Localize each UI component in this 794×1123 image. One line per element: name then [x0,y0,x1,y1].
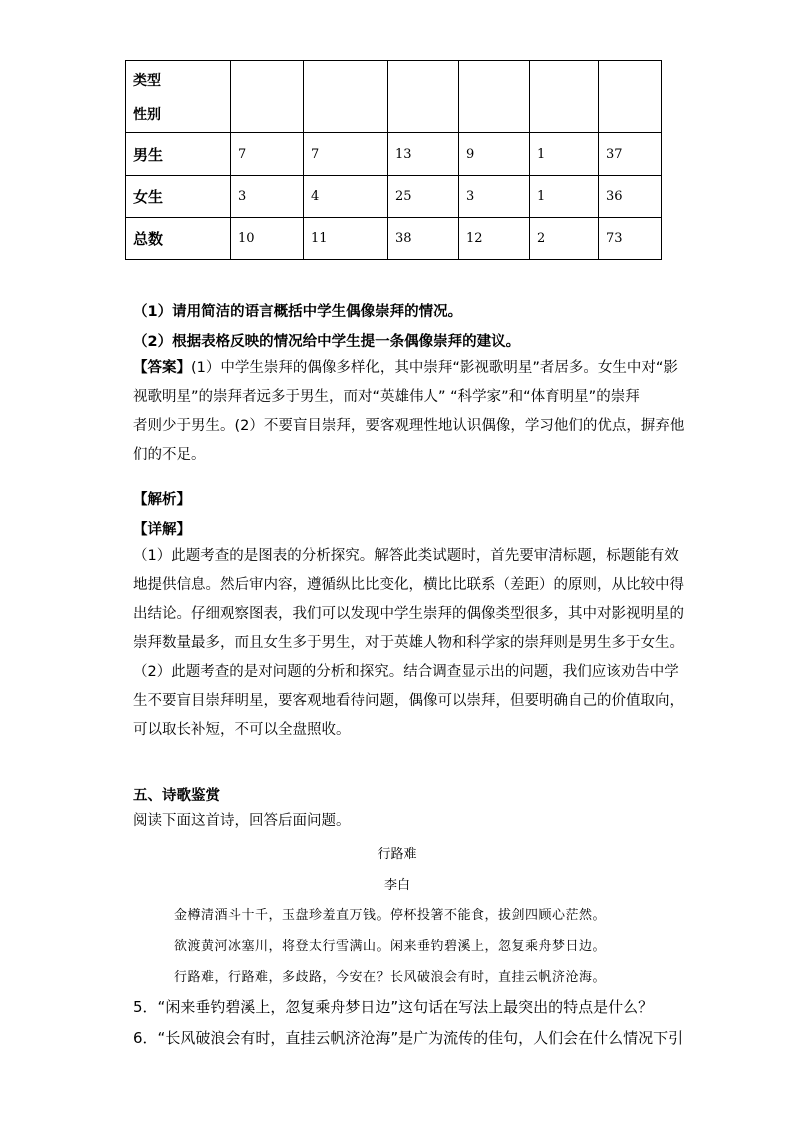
answer-block [133,354,685,470]
question-2: （2）根据表格反映的情况给中学生提一条偶像崇拜的建议。 [133,334,521,350]
header-cell [231,61,304,133]
detail-line: 地提供信息。然后审内容，遵循纵比比变化，横比比联系（差距）的原则，从比较中得 [133,577,684,593]
section-heading: 五、诗歌鉴赏 [133,788,220,804]
table-cell: 2 [530,218,599,260]
table-cell: 13 [388,133,459,176]
table-cell: 4 [304,176,388,218]
idol-survey-table [125,60,662,260]
header-cell [530,61,599,133]
poem-question-6: 6．“长风破浪会有时，直挂云帆济沧海”是广为流传的佳句，人们会在什么情况下引 [133,1029,684,1047]
poem-line: 金樽清酒斗十千，玉盘珍羞直万钱。停杯投箸不能食，拔剑四顾心茫然。 [174,908,607,923]
poem-line: 欲渡黄河冰塞川，将登太行雪满山。闲来垂钓碧溪上，忽复乘舟梦日边。 [174,939,607,954]
table-cell: 9 [459,133,530,176]
poem-question-5: 5．“闲来垂钓碧溪上，忽复乘舟梦日边”这句话在写法上最突出的特点是什么？ [133,998,654,1016]
analysis-label: 【解析】 [133,492,191,508]
detail-line: 出结论。仔细观察图表，我们可以发现中学生崇拜的偶像类型很多，其中对影视明星的 [133,606,684,622]
poem-author: 李白 [383,878,410,893]
detail-block [133,542,684,745]
row-label: 总数 [126,218,231,260]
answer-line [133,354,678,383]
corner-gender-label: 性别 [133,106,161,123]
detail-line: 生不要盲目崇拜明星，要客观地看待问题，偶像可以崇拜，但要明确自己的价值取向， [133,693,684,709]
header-cell [459,61,530,133]
header-cell [388,61,459,133]
table-cell: 7 [304,133,388,176]
row-label: 女生 [126,176,231,218]
answer-line: 者则少于男生。(2）不要盲目崇拜，要客观理性地认识偶像，学习他们的优点，摒弃他 [133,418,685,434]
table-cell: 7 [231,133,304,176]
answer-line: 视歌明星”的崇拜者远多于男生，而对“英雄伟人” “科学家”和“体育明星”的崇拜 [133,389,640,405]
header-cell [304,61,388,133]
detail-label: 【详解】 [133,522,191,538]
detail-line: 可以取长补短，不可以全盘照收。 [133,722,351,738]
table-row-male [126,133,662,176]
table-cell: 1 [530,133,599,176]
detail-line: （1）此题考查的是图表的分析探究。解答此类试题时，首先要审清标题，标题能有效 [133,548,679,564]
answer-line-text: (1）中学生崇拜的偶像多样化，其中崇拜“影视歌明星”者居多。女生中对“影 [191,360,678,376]
detail-line: （2）此题考查的是对问题的分析和探究。结合调查显示出的问题，我们应该劝告中学 [133,664,679,680]
table-cell: 3 [459,176,530,218]
answer-label: 【答案】 [133,360,191,376]
section-intro: 阅读下面这首诗，回答后面问题。 [133,813,351,829]
table-row-total [126,218,662,260]
question-1: （1）请用简洁的语言概括中学生偶像崇拜的情况。 [133,304,463,320]
poem-title: 行路难 [377,847,417,862]
row-label: 男生 [126,133,231,176]
table-cell: 73 [599,218,662,260]
table-corner-cell [126,61,231,133]
table-cell: 37 [599,133,662,176]
table-row-female [126,176,662,218]
table-cell: 3 [231,176,304,218]
table-cell: 10 [231,218,304,260]
table-cell: 12 [459,218,530,260]
table-cell: 11 [304,218,388,260]
corner-type-label: 类型 [133,72,161,89]
poem-line: 行路难，行路难，多歧路，今安在？长风破浪会有时，直挂云帆济沧海。 [174,970,607,985]
answer-line: 们的不足。 [133,447,206,463]
table-cell: 25 [388,176,459,218]
detail-line: 崇拜数量最多，而且女生多于男生，对于英雄人物和科学家的崇拜则是男生多于女生。 [133,635,684,651]
table-header-row [126,61,662,133]
table-cell: 38 [388,218,459,260]
table-cell: 1 [530,176,599,218]
header-cell [599,61,662,133]
table-cell: 36 [599,176,662,218]
